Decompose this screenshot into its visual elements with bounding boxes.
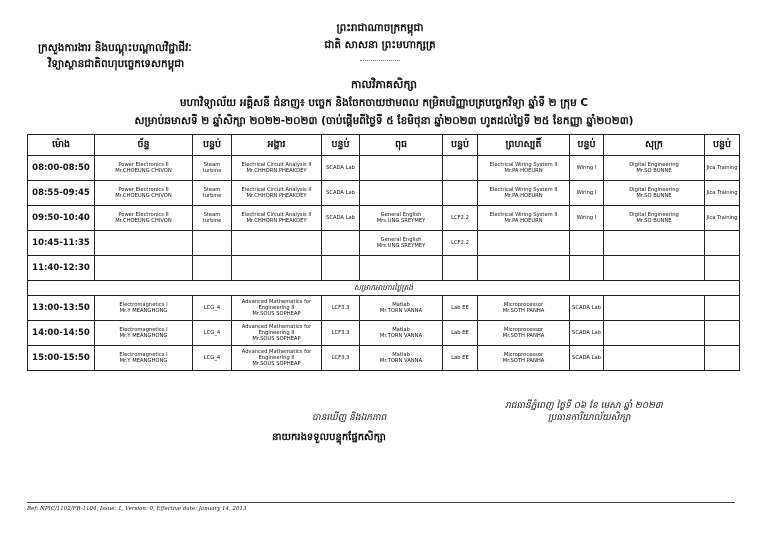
room-cell (443, 181, 478, 206)
course-cell (604, 321, 705, 346)
table-row (28, 346, 740, 371)
course-cell (232, 346, 322, 371)
header-thursday: ព្រហស្បតិ៍ (478, 135, 570, 156)
course-cell (95, 206, 193, 231)
time-slot: 11:40-12:30 (28, 256, 95, 281)
lecturer-name: Mr.CHOEUNG CHIVON (115, 168, 172, 174)
room-cell: SCADA Lab (322, 206, 360, 231)
course-name: Power Electronics II (118, 161, 169, 168)
course-cell (360, 346, 443, 371)
room-cell: SCADA Lab (570, 346, 604, 371)
room-cell (705, 321, 740, 346)
lecturer-name: Mrs.UNG SREYMEY (376, 243, 426, 249)
lunch-break-row (28, 281, 740, 296)
course-cell (604, 256, 705, 281)
course-cell (232, 206, 322, 231)
lecturer-name: Mr.SOTH PANHA (502, 358, 545, 364)
course-name: Microprocessor (503, 351, 544, 358)
course-name: Power Electronics II (118, 186, 169, 193)
lecturer-name: Mr.SOTH PANHA (502, 333, 545, 339)
header-tuesday: អង្គារ (232, 135, 322, 156)
course-name: Microprocessor (503, 326, 544, 333)
course-cell (360, 156, 443, 181)
room-cell (193, 256, 232, 281)
lecturer-name: Mr.TORN VANNA (379, 308, 423, 314)
time-slot: 08:55-09:45 (28, 181, 95, 206)
course-cell (95, 296, 193, 321)
approval-label: បានឃើញ និងឯកភាព (312, 413, 387, 423)
header-friday: សុក្រ (604, 135, 705, 156)
table-row (28, 156, 740, 181)
course-name: Matlab (392, 351, 410, 358)
lecturer-name: Mr.SOTH PANHA (502, 308, 545, 314)
room-cell: Jica Training (705, 181, 740, 206)
table-header-row (28, 135, 740, 156)
course-name: Matlab (392, 326, 410, 333)
room-cell: SCADA Lab (570, 296, 604, 321)
header-room: បន្ទប់ (443, 135, 478, 156)
room-cell: LCF3.3 (322, 321, 360, 346)
room-cell: LCF2.2 (443, 231, 478, 256)
room-cell: Wiring I (570, 206, 604, 231)
room-cell (570, 256, 604, 281)
time-slot: 08:00-08:50 (28, 156, 95, 181)
lecturer-name: Mr.PA HOEURN (504, 168, 543, 174)
lecturer-name: Mr.CHHORN PHEAKDEY (246, 218, 307, 224)
signature-date: រាជធានីភ្នំពេញ ថ្ងៃទី ០៦ ខែ មេសា ឆ្នាំ ២០២៣ (505, 401, 663, 411)
table-row (28, 321, 740, 346)
time-slot: 13:00-13:50 (28, 296, 95, 321)
course-cell (478, 346, 570, 371)
room-cell: Jica Training (705, 206, 740, 231)
header-room: បន្ទប់ (322, 135, 360, 156)
course-cell (478, 181, 570, 206)
institute-name: វិទ្យាស្ថានជាតិពហុបច្ចេកទេសកម្ពុជា (48, 58, 185, 70)
table-row (28, 296, 740, 321)
room-cell: SCADA Lab (322, 181, 360, 206)
course-name: Advanced Mathematics for Engineering II (241, 298, 312, 311)
room-cell: Lab EE (443, 321, 478, 346)
lecturer-name: Mr.SOUS SOPHEAP (252, 311, 301, 318)
header-room: បន្ទប់ (193, 135, 232, 156)
course-cell (604, 346, 705, 371)
time-slot: 09:50-10:40 (28, 206, 95, 231)
room-cell (322, 231, 360, 256)
course-cell (360, 231, 443, 256)
course-name: Microprocessor (503, 301, 544, 308)
room-cell: Lab EE (443, 346, 478, 371)
course-cell (95, 231, 193, 256)
footer-divider (27, 502, 735, 503)
document-reference: Ref: NPIC/1102/FR-1104, Issue: 1, Version: 0, Effective date: January 14, 2013 (27, 506, 247, 512)
course-name: Electromagnetics I (119, 301, 168, 308)
table-row (28, 231, 740, 256)
ministry-name: ក្រសួងការងារ និងបណ្តុះបណ្តាលវិជ្ជាជីវៈ (38, 42, 192, 54)
course-name: Digital Engineering (629, 211, 679, 218)
course-cell (95, 346, 193, 371)
course-name: Matlab (392, 301, 410, 308)
header-center (300, 20, 460, 54)
course-cell (360, 256, 443, 281)
course-cell (232, 321, 322, 346)
course-cell (232, 296, 322, 321)
course-name: Electromagnetics I (119, 326, 168, 333)
schedule-title: កាលវិភាគសិក្សា (351, 78, 417, 91)
lecturer-name: Mr.SO BUNNE (636, 218, 672, 224)
lecturer-name: Mr.CHHORN PHEAKDEY (246, 168, 307, 174)
lecturer-name: Mr.CHOEUNG CHIVON (115, 218, 172, 224)
room-cell (443, 156, 478, 181)
room-cell: LCF2.2 (443, 206, 478, 231)
course-name: Advanced Mathematics for Engineering II (241, 323, 312, 336)
lecturer-name: Mr.SOUS SOPHEAP (252, 336, 301, 343)
course-cell (478, 321, 570, 346)
course-name: Electrical Circuit Analysis II (241, 186, 312, 193)
course-cell (604, 206, 705, 231)
course-cell (604, 181, 705, 206)
room-cell: Steam turbine (193, 206, 232, 231)
time-slot: 10:45-11:35 (28, 231, 95, 256)
course-cell (360, 321, 443, 346)
course-name: Electrical Wiring System II (489, 161, 558, 168)
room-cell: Steam turbine (193, 181, 232, 206)
lecturer-name: Mrs.UNG SREYMEY (376, 218, 426, 224)
lecturer-name: Mr.Y MEANGHONG (119, 308, 168, 314)
room-cell (705, 296, 740, 321)
room-cell: LCF3.3 (322, 296, 360, 321)
header-time: ម៉ោង (28, 135, 95, 156)
course-cell (232, 231, 322, 256)
course-name: Digital Engineering (629, 186, 679, 193)
lecturer-name: Mr.SO BUNNE (636, 168, 672, 174)
lecturer-name: Mr.Y MEANGHONG (119, 358, 168, 364)
table-row (28, 181, 740, 206)
room-cell: Wiring I (570, 181, 604, 206)
course-cell (604, 156, 705, 181)
room-cell (705, 256, 740, 281)
course-cell (232, 156, 322, 181)
time-slot: 14:00-14:50 (28, 321, 95, 346)
lecturer-name: Mr.PA HOEURN (504, 218, 543, 224)
room-cell: SCADA Lab (322, 156, 360, 181)
course-cell (478, 156, 570, 181)
lecturer-name: Mr.CHHORN PHEAKDEY (246, 193, 307, 199)
course-name: Electrical Wiring System II (489, 186, 558, 193)
room-cell: SCADA Lab (570, 321, 604, 346)
lecturer-name: Mr.TORN VANNA (379, 333, 423, 339)
course-cell (232, 181, 322, 206)
national-motto: ជាតិ សាសនា ព្រះមហាក្សត្រ (324, 39, 436, 51)
course-name: General English (380, 236, 422, 243)
course-cell (232, 256, 322, 281)
course-cell (604, 231, 705, 256)
semester-line: សម្រាប់ឆមាសទី ២ ឆ្នាំសិក្សា ២០២២-២០២៣ (ចាប់ផ្តើមពីថ្ងៃទី ៥ ខែមិថុនា ឆ្នាំ២០២៣ ហូតដល់ថ្ងៃទី ២៥ ខែកញ្ញា ឆ្នាំ២០២៣) (134, 115, 634, 127)
header-wednesday: ពុធ (360, 135, 443, 156)
course-name: Digital Engineering (629, 161, 679, 168)
course-cell (95, 181, 193, 206)
course-name: Power Electronics II (118, 211, 169, 218)
header-room: បន្ទប់ (705, 135, 740, 156)
course-cell (360, 296, 443, 321)
lecturer-name: Mr.CHOEUNG CHIVON (115, 193, 172, 199)
course-cell (95, 321, 193, 346)
room-cell: Jica Training (705, 156, 740, 181)
course-cell (478, 231, 570, 256)
course-name: Electrical Wiring System II (489, 211, 558, 218)
room-cell: LCG_4 (193, 321, 232, 346)
room-cell (193, 231, 232, 256)
course-cell (95, 156, 193, 181)
deputy-director-title: នាយករងទទួលបន្ទុកផ្នែកសិក្សា (272, 432, 386, 443)
lecturer-name: Mr.Y MEANGHONG (119, 333, 168, 339)
department-line: មហាវិទ្យាល័យ អគ្គិសនី ជំនាញ៖ បច្ចេក និងចែកចាយថាមពល កម្រិតបរិញ្ញាបត្របច្ចេកវិទ្យា ឆ្នាំទី ២ ក្រុម C (179, 97, 589, 109)
table-row (28, 256, 740, 281)
header-room: បន្ទប់ (570, 135, 604, 156)
room-cell (322, 256, 360, 281)
room-cell: LCG_4 (193, 346, 232, 371)
lecturer-name: Mr.SOUS SOPHEAP (252, 361, 301, 368)
course-name: Electrical Circuit Analysis II (241, 211, 312, 218)
course-name: General English (380, 211, 422, 218)
schedule-table (27, 134, 740, 371)
header-left (38, 40, 278, 72)
lecturer-name: Mr.SO BUNNE (636, 193, 672, 199)
course-cell (360, 206, 443, 231)
signature-position: ប្រធានការិយាល័យសិក្សា (548, 413, 631, 423)
lecturer-name: Mr.TORN VANNA (379, 358, 423, 364)
room-cell: Steam turbine (193, 156, 232, 181)
course-cell (95, 256, 193, 281)
room-cell: Wiring I (570, 156, 604, 181)
room-cell: LCG_4 (193, 296, 232, 321)
course-cell (360, 181, 443, 206)
course-cell (604, 296, 705, 321)
room-cell (570, 231, 604, 256)
header-monday: ច័ន្ទ (95, 135, 193, 156)
room-cell (705, 346, 740, 371)
course-cell (478, 206, 570, 231)
room-cell (705, 231, 740, 256)
room-cell: LCF3.3 (322, 346, 360, 371)
lunch-break-label: សម្រាកអាហារថ្ងៃត្រង់ (28, 281, 740, 296)
course-cell (478, 256, 570, 281)
course-cell (478, 296, 570, 321)
time-slot: 15:00-15:50 (28, 346, 95, 371)
motto-divider (360, 60, 400, 61)
room-cell (443, 256, 478, 281)
lecturer-name: Mr.PA HOEURN (504, 193, 543, 199)
room-cell: Lab EE (443, 296, 478, 321)
table-row (28, 206, 740, 231)
course-name: Electrical Circuit Analysis II (241, 161, 312, 168)
kingdom-name: ព្រះរាជាណាចក្រកម្ពុជា (336, 22, 424, 34)
course-name: Electromagnetics I (119, 351, 168, 358)
course-name: Advanced Mathematics for Engineering II (241, 348, 312, 361)
